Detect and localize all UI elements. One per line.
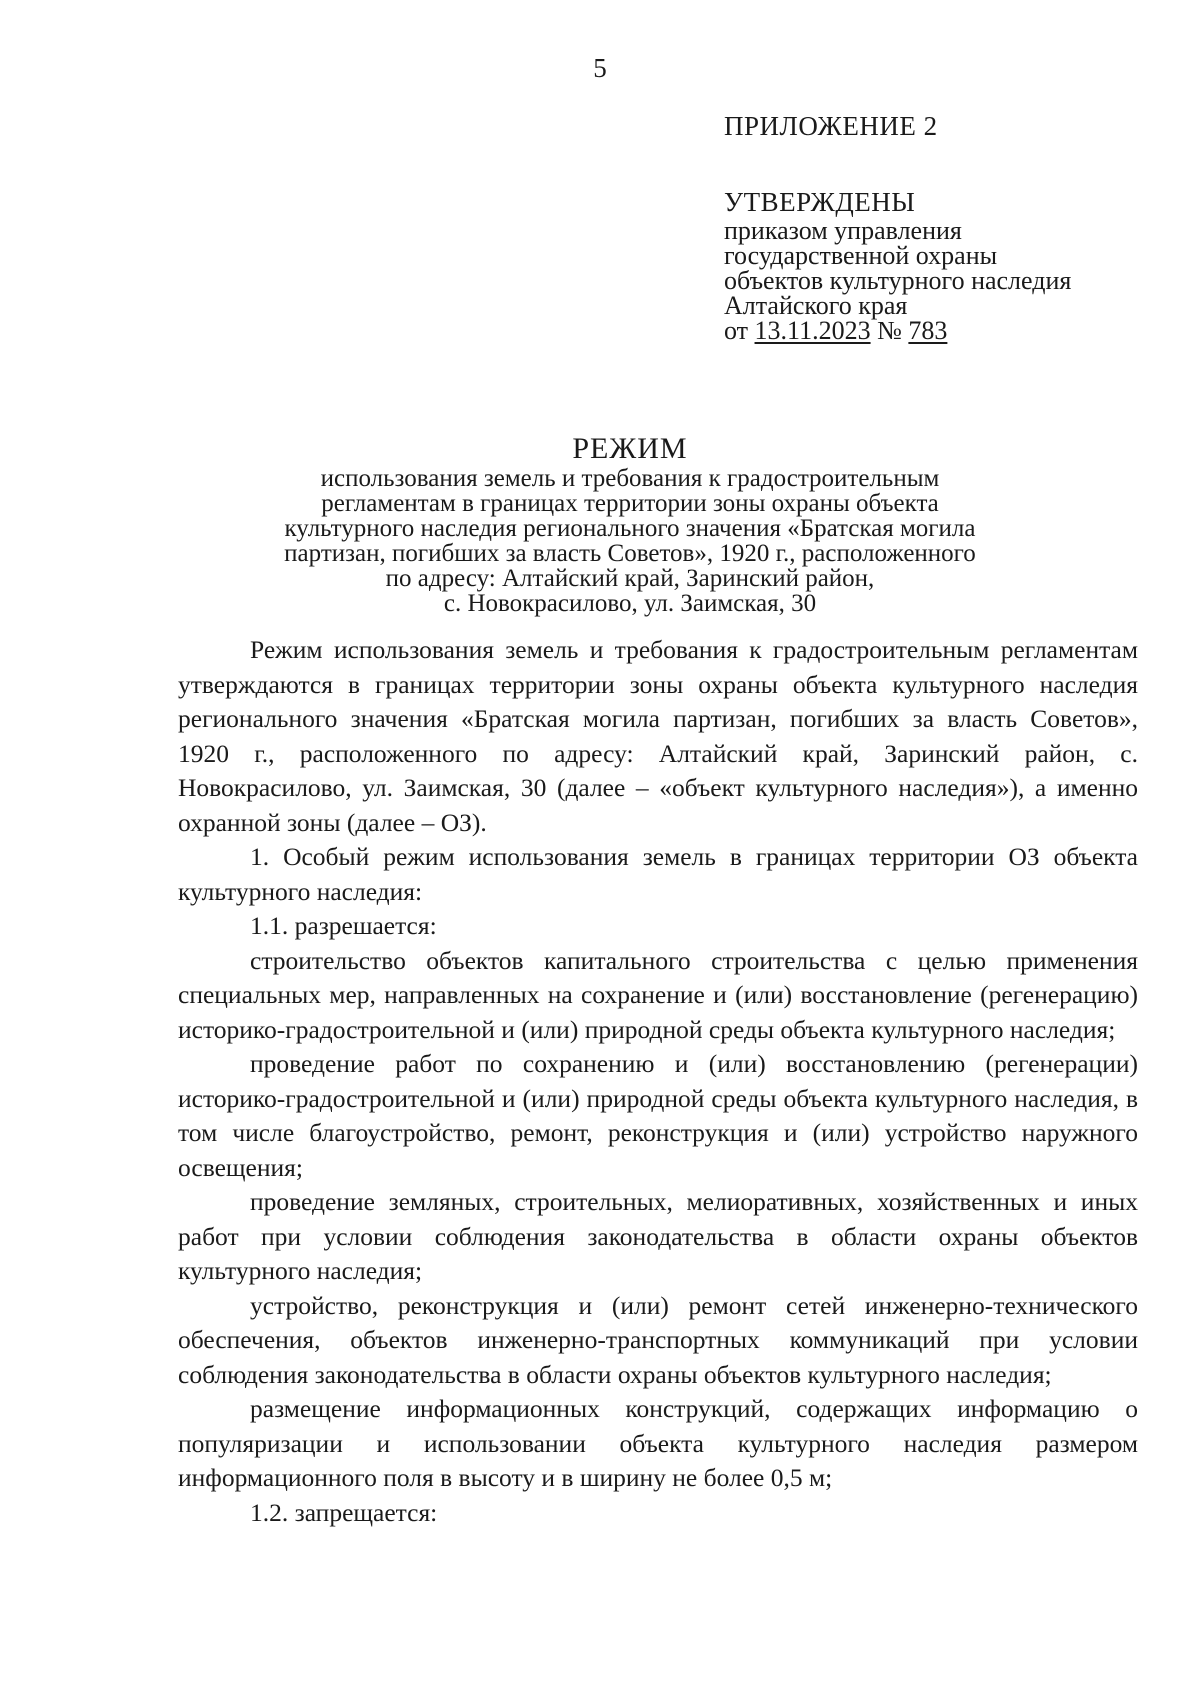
allowed-item-paragraph: размещение информационных конструкций, содержащих информацию о популяризации и использовании объекта культурного наследия размером информационного поля в высоту и в ширину не более 0,5 м; [178,1394,1138,1492]
approval-line: Алтайского края [724,291,908,320]
title-line: регламентам в границах территории зоны охраны объекта [321,490,939,517]
approval-line: объектов культурного наследия [724,266,1072,295]
approval-date: 13.11.2023 [754,316,871,345]
document-body [178,633,1138,1530]
section-1-2-paragraph: 1.2. запрещается: [250,1497,438,1527]
approval-date-line [724,318,1144,343]
document-title [0,432,1200,616]
title-line: партизан, погибших за власть Советов», 1920 г., расположенного [284,540,976,567]
intro-paragraph: Режим использования земель и требования к градостроительным регламентам утверждаются в границах территории зоны охраны объекта культурного наследия регионального значения «Братская могила партизан, погибших за власть Советов», 1920 г., расположенного по адресу: Алтайский край, Заринский район, с. Новокрасилово, ул. Заимская, 30 (далее – «объект культурного наследия»), а именно охранной зоны (далее – ОЗ). [178,635,1138,837]
allowed-item-paragraph: устройство, реконструкция и (или) ремонт сетей инженерно-технического обеспечения, объектов инженерно-транспортных коммуникаций при условии соблюдения законодательства в области охраны объектов культурного наследия; [178,1290,1138,1389]
allowed-item-paragraph: строительство объектов капитального строительства с целью применения специальных мер, направленных на сохранение и (или) восстановление (регенерацию) историко-градостроительной и (или) природной среды объекта культурного наследия; [178,945,1138,1044]
allowed-item-paragraph: проведение земляных, строительных, мелиоративных, хозяйственных и иных работ при условии соблюдения законодательства в области охраны объектов культурного наследия; [178,1187,1138,1285]
approval-line: приказом управления [724,216,962,245]
approved-heading: УТВЕРЖДЕНЫ [724,187,916,217]
title-line: культурного наследия регионального значения «Братская могила [284,515,976,542]
appendix-heading: ПРИЛОЖЕНИЕ 2 [724,111,938,141]
number-sign: № [877,316,902,345]
title-line: использования земель и требования к градостроительным [320,465,940,492]
approval-line: государственной охраны [724,241,998,270]
page-number: 5 [593,53,607,83]
title-line: с. Новокрасилово, ул. Заимская, 30 [443,590,817,617]
title-heading: РЕЖИМ [572,432,688,465]
title-line: по адресу: Алтайский край, Заринский район, [385,565,875,592]
approval-number: 783 [908,316,948,345]
section-1-paragraph: 1. Особый режим использования земель в границах территории ОЗ объекта культурного наследия: [178,842,1138,906]
date-prefix: от [724,316,749,345]
allowed-item-paragraph: проведение работ по сохранению и (или) восстановлению (регенерации) историко-градостроительной и (или) природной среды объекта культурного наследия, в том числе благоустройство, ремонт, реконструкция и (или) устройство наружного освещения; [178,1049,1138,1182]
approval-stamp [724,110,1144,343]
section-1-1-paragraph: 1.1. разрешается: [250,911,437,940]
